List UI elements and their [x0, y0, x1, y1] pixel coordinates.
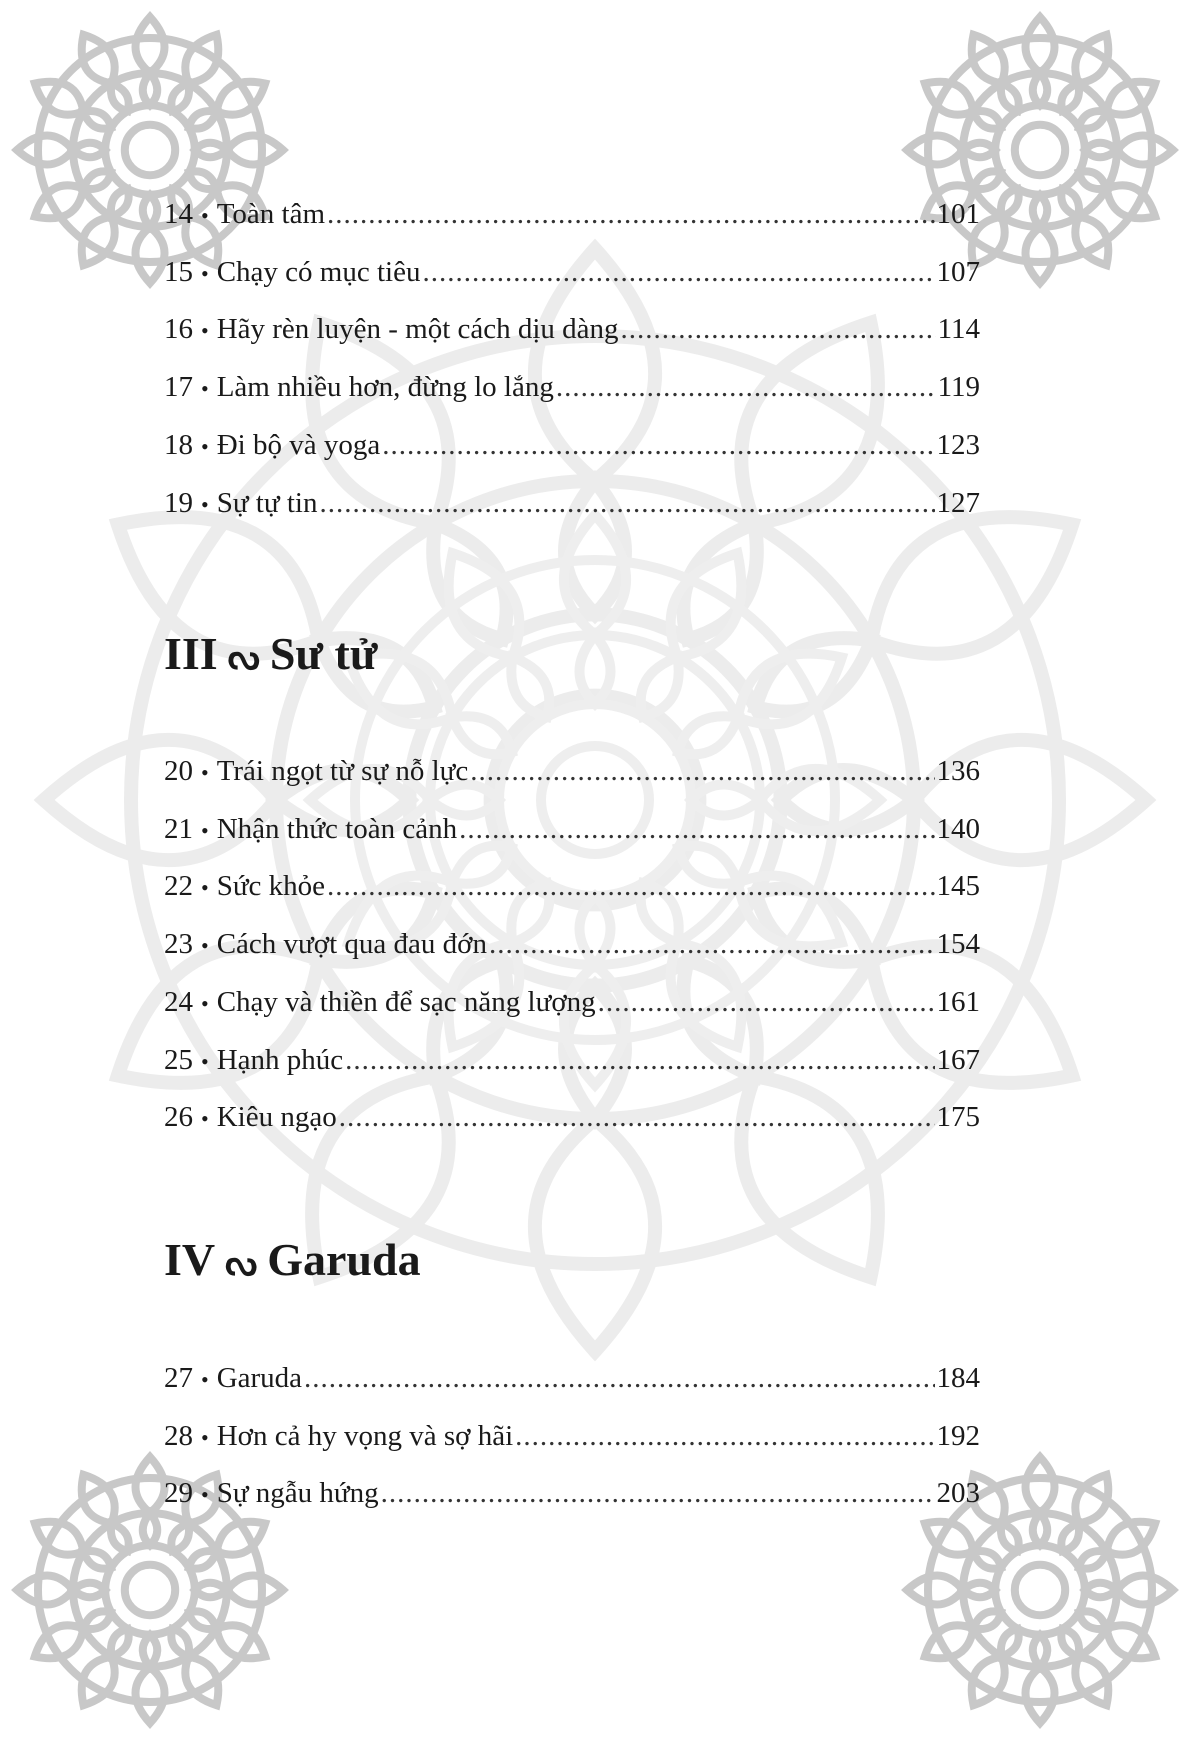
page-number: 175 [936, 1101, 980, 1134]
bullet: • [201, 760, 209, 785]
chapter-number: 21 [164, 812, 193, 845]
chapter-number: 14 [164, 198, 193, 230]
section-title: Sư tử [269, 628, 378, 679]
toc-entry[interactable] [164, 197, 980, 233]
page-number: 140 [936, 812, 980, 845]
dot-leader [621, 312, 936, 346]
chapter-title: Toàn tâm [216, 198, 325, 230]
chapter-number: 16 [164, 313, 193, 346]
chapter-number: 26 [164, 1101, 193, 1134]
chapter-number: 27 [164, 1362, 193, 1394]
chapter-title: Chạy và thiền để sạc năng lượng [216, 985, 596, 1018]
dot-leader [489, 927, 935, 961]
toc-entry[interactable] [164, 428, 980, 464]
section-heading [164, 1234, 421, 1289]
page-number: 119 [937, 371, 980, 404]
dot-leader [345, 1043, 934, 1077]
chapter-title: Cách vượt qua đau đớn [216, 928, 487, 961]
bullet: • [201, 875, 209, 901]
chapter-number: 18 [164, 428, 193, 461]
bullet: • [201, 376, 209, 402]
chapter-title: Đi bộ và yoga [216, 428, 381, 461]
toc-entry[interactable] [164, 1100, 980, 1136]
dot-leader [304, 1361, 934, 1395]
dot-leader [382, 428, 934, 462]
bullet: • [201, 990, 209, 1016]
center-mandala [44, 249, 1146, 1351]
chapter-title: Garuda [216, 1362, 303, 1394]
bullet: • [201, 1424, 209, 1450]
page-number: 136 [936, 755, 980, 787]
dot-leader [339, 1100, 935, 1134]
chapter-number: 28 [164, 1419, 193, 1452]
page-number: 154 [936, 928, 980, 961]
page-number: 203 [936, 1477, 980, 1510]
dot-leader [598, 985, 935, 1019]
bullet: • [201, 433, 209, 459]
ornament-icon: ᔓ [227, 637, 260, 677]
dot-leader [515, 1419, 934, 1453]
toc-entry[interactable] [164, 1476, 980, 1512]
bullet: • [201, 260, 209, 286]
page-number: 192 [936, 1419, 980, 1452]
toc-entry[interactable] [164, 812, 980, 848]
chapter-number: 24 [164, 985, 193, 1018]
chapter-title: Chạy có mục tiêu [216, 255, 421, 288]
dot-leader [327, 869, 934, 903]
chapter-title: Sự ngẫu hứng [216, 1477, 379, 1510]
toc-entry[interactable] [164, 754, 980, 790]
page-number: 107 [936, 255, 980, 288]
chapter-title: Làm nhiều hơn, đừng lo lắng [216, 371, 554, 404]
chapter-title: Nhận thức toàn cảnh [216, 812, 458, 845]
dot-leader [459, 812, 934, 846]
toc-entry[interactable] [164, 985, 980, 1021]
dot-leader [470, 754, 934, 788]
bullet: • [201, 491, 209, 517]
toc-entry[interactable] [164, 486, 980, 522]
bullet: • [201, 817, 209, 843]
toc-entry[interactable] [164, 255, 980, 291]
chapter-title: Sự tự tin [216, 486, 318, 519]
page-number: 127 [936, 486, 980, 519]
chapter-number: 17 [164, 371, 193, 404]
toc-entry[interactable] [164, 370, 980, 406]
chapter-number: 20 [164, 755, 193, 787]
bullet: • [201, 1106, 209, 1132]
section-title: Garuda [267, 1234, 421, 1285]
chapter-number: 23 [164, 928, 193, 961]
page-number: 101 [936, 198, 980, 230]
toc-entry[interactable] [164, 927, 980, 963]
bullet: • [201, 933, 209, 959]
chapter-title: Hãy rèn luyện - một cách dịu dàng [216, 313, 619, 346]
toc-entry[interactable] [164, 312, 980, 348]
toc-entry[interactable] [164, 1361, 980, 1397]
toc-entry[interactable] [164, 1419, 980, 1455]
toc-entry[interactable] [164, 869, 980, 905]
chapter-title: Trái ngọt từ sự nỗ lực [216, 755, 469, 787]
section-roman: IV [164, 1234, 216, 1285]
dot-leader [327, 197, 935, 231]
section-roman: III [164, 628, 218, 679]
page-number: 145 [936, 870, 980, 903]
bullet: • [201, 1482, 209, 1508]
dot-leader [319, 486, 934, 520]
chapter-number: 19 [164, 486, 193, 519]
dot-leader [556, 370, 936, 404]
chapter-title: Sức khỏe [216, 870, 326, 903]
page-number: 161 [936, 985, 980, 1018]
dot-leader [422, 255, 934, 289]
bullet: • [201, 203, 209, 228]
chapter-title: Kiêu ngạo [216, 1101, 337, 1134]
dot-leader [381, 1476, 935, 1510]
page-number: 167 [936, 1043, 980, 1076]
page-number: 184 [936, 1362, 980, 1394]
toc-entry[interactable] [164, 1043, 980, 1079]
chapter-number: 29 [164, 1477, 193, 1510]
chapter-title: Hạnh phúc [216, 1043, 344, 1076]
bullet: • [201, 318, 209, 344]
section-heading [164, 628, 377, 683]
bullet: • [201, 1048, 209, 1074]
bullet: • [201, 1367, 209, 1392]
corner-mandala-top-right [907, 17, 1173, 283]
ornament-icon: ᔓ [225, 1243, 258, 1283]
page-number: 114 [937, 313, 980, 346]
chapter-number: 22 [164, 870, 193, 903]
chapter-number: 25 [164, 1043, 193, 1076]
chapter-number: 15 [164, 255, 193, 288]
corner-mandala-top-left [17, 17, 283, 283]
chapter-title: Hơn cả hy vọng và sợ hãi [216, 1419, 514, 1452]
page-number: 123 [936, 428, 980, 461]
